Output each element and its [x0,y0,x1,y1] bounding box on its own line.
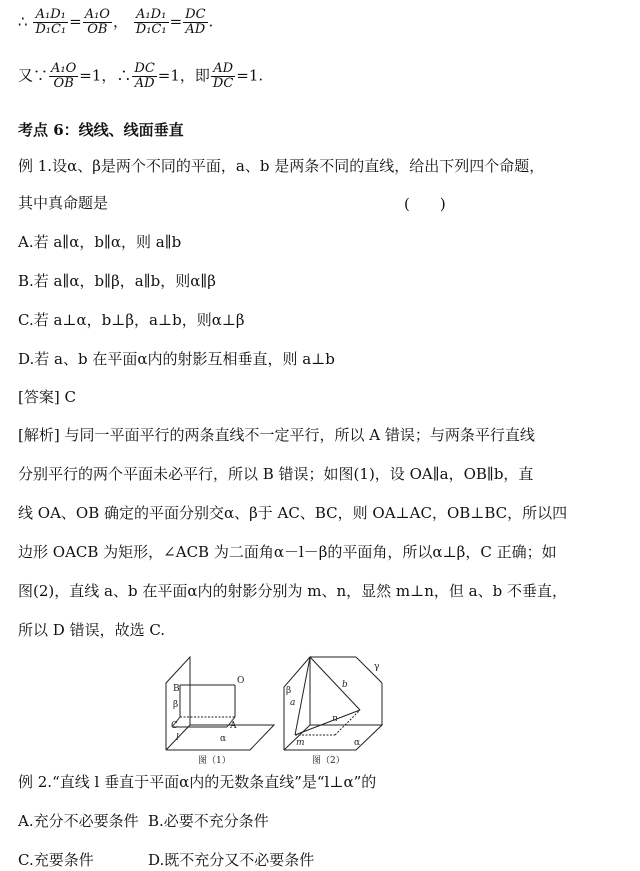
example1-stem-line2: 其中真命题是 [18,194,109,212]
option-a: A.若 a∥α，b∥α，则 a∥b [18,233,182,251]
fig2-caption: 图（2） [312,756,345,766]
label-beta: β [173,700,179,710]
example1-stem-line1: 例 1.设α、β是两个不同的平面，a、b 是两条不同的直线，给出下列四个命题， [18,157,545,175]
formula-line-1: ∴ $\frac{\text{A₁D₁}}{\text{D₁C₁}}$ = $\frac{\text{A₁O}}{OB}$ ， $\frac{\text{A₁D₁}}{\text{D₁C₁}}$ = $\frac{DC}{AD}$ . [18,7,214,37]
label-m: m [296,738,305,748]
answer-blank: ( ) [404,195,446,213]
analysis-line: 线 OA、OB 确定的平面分别交α、β于 AC、BC，则 OA⊥AC，OB⊥BC，所以四 [18,504,568,522]
label-alpha: α [354,738,361,748]
figure-2-lines [284,657,382,750]
geometry-figure [160,655,390,767]
example2-option-b: B.必要不充分条件 [148,812,269,830]
section-heading: 考点 6：线线、线面垂直 [18,121,184,139]
option-b: B.若 a∥α，b∥β，a∥b，则α∥β [18,272,216,290]
formula-line-2: 又∵ $\frac{\text{A₁O}}{OB}$ =1，∴ $\frac{DC}{AD}$ =1，即 $\frac{AD}{DC}$ =1. [18,61,264,91]
analysis-line: [解析] 与同一平面平行的两条直线不一定平行，所以 A 错误；与两条平行直线 [18,426,535,444]
answer: [答案] C [18,388,76,406]
fraction: $\frac{\text{A₁O}}{OB}$ [84,7,110,37]
fraction: $\frac{\text{A₁O}}{OB}$ [51,61,77,91]
example2-option-c: C.充要条件 [18,851,94,869]
label-b: b [342,680,348,690]
label-gamma: γ [374,662,380,672]
label-n: n [332,714,338,724]
fraction: $\frac{DC}{AD}$ [134,61,155,91]
therefore-symbol: ∴ [18,12,28,31]
label-A: A [230,721,237,731]
example2-stem: 例 2.“直线 l 垂直于平面α内的无数条直线”是“l⊥α”的 [18,773,377,791]
label-alpha: α [220,734,227,744]
label-l: l [176,733,179,743]
fraction: $\frac{DC}{AD}$ [185,7,206,37]
label-O: O [237,676,245,686]
analysis-line: 分别平行的两个平面未必平行，所以 B 错误；如图(1)，设 OA∥a，OB∥b，直 [18,465,534,483]
analysis-line: 图(2)，直线 a、b 在平面α内的射影分别为 m、n，显然 m⊥n，但 a、b 不垂直， [18,582,567,600]
fig1-caption: 图（1） [198,756,231,766]
example2-option-a: A.充分不必要条件 [18,812,139,830]
option-c: C.若 a⊥α，b⊥β，a⊥b，则α⊥β [18,311,245,329]
figure-1-labels [171,676,244,766]
label-C: C [171,721,178,731]
analysis-line: 所以 D 错误，故选 C. [18,621,166,639]
fraction: $\frac{\text{A₁D₁}}{\text{D₁C₁}}$ [135,7,167,37]
fraction: $\frac{AD}{DC}$ [212,61,234,91]
example2-option-d: D.既不充分又不必要条件 [148,851,315,869]
label-beta: β [286,686,292,696]
label-B: B [173,684,180,694]
fraction: $\frac{\text{A₁D₁}}{\text{D₁C₁}}$ [35,7,67,37]
option-d: D.若 a、b 在平面α内的射影互相垂直，则 a⊥b [18,350,335,368]
analysis-line: 边形 OACB 为矩形，∠ACB 为二面角α－l－β的平面角，所以α⊥β，C 正确；如 [18,543,557,561]
label-a: a [290,698,296,708]
